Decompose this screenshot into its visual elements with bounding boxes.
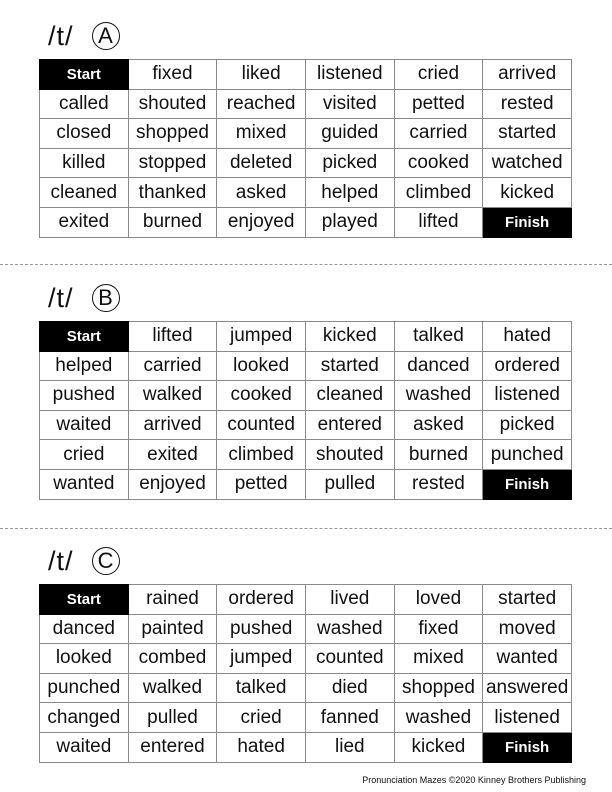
- word-cell: deleted: [217, 148, 306, 178]
- maze-grid: [39, 59, 572, 238]
- word-cell: thanked: [128, 178, 217, 208]
- word-cell: pulled: [128, 703, 217, 733]
- word-cell: rested: [394, 469, 483, 499]
- word-cell: exited: [128, 440, 217, 470]
- word-cell: entered: [128, 732, 217, 762]
- word-cell: lived: [305, 585, 394, 615]
- word-cell: cried: [394, 60, 483, 90]
- maze-grid: [39, 584, 572, 763]
- word-cell: fixed: [394, 614, 483, 644]
- word-cell: died: [305, 673, 394, 703]
- start-cell: Start: [40, 60, 129, 90]
- dashed-divider: [0, 528, 612, 529]
- word-cell: jumped: [217, 644, 306, 674]
- word-cell: petted: [217, 469, 306, 499]
- finish-cell: Finish: [483, 469, 572, 499]
- maze-row: [40, 322, 572, 352]
- word-cell: closed: [40, 119, 129, 149]
- maze-letter-badge: C: [92, 547, 120, 575]
- word-cell: counted: [217, 410, 306, 440]
- word-cell: walked: [128, 381, 217, 411]
- sound-label: /t/: [48, 282, 74, 313]
- word-cell: shouted: [305, 440, 394, 470]
- maze-grid: [39, 321, 572, 500]
- word-cell: walked: [128, 673, 217, 703]
- word-cell: shopped: [394, 673, 483, 703]
- word-cell: answered: [483, 673, 572, 703]
- word-cell: kicked: [394, 732, 483, 762]
- word-cell: listened: [305, 60, 394, 90]
- maze-letter-badge: B: [92, 284, 120, 312]
- word-cell: moved: [483, 614, 572, 644]
- maze-row: [40, 178, 572, 208]
- word-cell: counted: [305, 644, 394, 674]
- word-cell: started: [483, 119, 572, 149]
- word-cell: mixed: [217, 119, 306, 149]
- word-cell: looked: [217, 351, 306, 381]
- word-cell: entered: [305, 410, 394, 440]
- word-cell: started: [483, 585, 572, 615]
- word-cell: washed: [394, 381, 483, 411]
- start-cell: Start: [40, 585, 129, 615]
- word-cell: changed: [40, 703, 129, 733]
- maze-heading: [48, 282, 120, 314]
- word-cell: talked: [394, 322, 483, 352]
- word-cell: wanted: [483, 644, 572, 674]
- word-cell: guided: [305, 119, 394, 149]
- word-cell: lifted: [128, 322, 217, 352]
- maze-letter-badge: A: [92, 22, 120, 50]
- maze-row: [40, 440, 572, 470]
- word-cell: hated: [483, 322, 572, 352]
- word-cell: cooked: [217, 381, 306, 411]
- word-cell: looked: [40, 644, 129, 674]
- word-cell: wanted: [40, 469, 129, 499]
- word-cell: cried: [217, 703, 306, 733]
- word-cell: helped: [40, 351, 129, 381]
- word-cell: cleaned: [40, 178, 129, 208]
- word-cell: washed: [394, 703, 483, 733]
- word-cell: ordered: [483, 351, 572, 381]
- maze-row: [40, 614, 572, 644]
- word-cell: cleaned: [305, 381, 394, 411]
- word-cell: visited: [305, 89, 394, 119]
- word-cell: lied: [305, 732, 394, 762]
- word-cell: waited: [40, 732, 129, 762]
- word-cell: helped: [305, 178, 394, 208]
- maze-row: [40, 410, 572, 440]
- word-cell: fixed: [128, 60, 217, 90]
- word-cell: arrived: [483, 60, 572, 90]
- word-cell: rested: [483, 89, 572, 119]
- word-cell: arrived: [128, 410, 217, 440]
- word-cell: called: [40, 89, 129, 119]
- word-cell: killed: [40, 148, 129, 178]
- maze-row: [40, 119, 572, 149]
- maze-row: [40, 469, 572, 499]
- maze-row: [40, 732, 572, 762]
- word-cell: carried: [128, 351, 217, 381]
- word-cell: shopped: [128, 119, 217, 149]
- word-cell: carried: [394, 119, 483, 149]
- word-cell: fanned: [305, 703, 394, 733]
- maze-row: [40, 207, 572, 237]
- word-cell: asked: [394, 410, 483, 440]
- sound-label: /t/: [48, 545, 74, 576]
- maze-row: [40, 673, 572, 703]
- word-cell: burned: [128, 207, 217, 237]
- word-cell: petted: [394, 89, 483, 119]
- word-cell: kicked: [483, 178, 572, 208]
- word-cell: watched: [483, 148, 572, 178]
- maze-row: [40, 703, 572, 733]
- word-cell: played: [305, 207, 394, 237]
- word-cell: jumped: [217, 322, 306, 352]
- word-cell: punched: [483, 440, 572, 470]
- word-cell: reached: [217, 89, 306, 119]
- maze-row: [40, 148, 572, 178]
- word-cell: danced: [394, 351, 483, 381]
- maze-row: [40, 60, 572, 90]
- maze-row: [40, 351, 572, 381]
- sound-label: /t/: [48, 20, 74, 51]
- word-cell: listened: [483, 381, 572, 411]
- word-cell: kicked: [305, 322, 394, 352]
- finish-cell: Finish: [483, 207, 572, 237]
- word-cell: pushed: [40, 381, 129, 411]
- word-cell: started: [305, 351, 394, 381]
- word-cell: picked: [305, 148, 394, 178]
- word-cell: mixed: [394, 644, 483, 674]
- maze-row: [40, 644, 572, 674]
- word-cell: burned: [394, 440, 483, 470]
- maze-heading: [48, 545, 120, 577]
- word-cell: exited: [40, 207, 129, 237]
- word-cell: hated: [217, 732, 306, 762]
- start-cell: Start: [40, 322, 129, 352]
- word-cell: combed: [128, 644, 217, 674]
- word-cell: waited: [40, 410, 129, 440]
- word-cell: ordered: [217, 585, 306, 615]
- word-cell: pushed: [217, 614, 306, 644]
- maze-row: [40, 585, 572, 615]
- word-cell: cried: [40, 440, 129, 470]
- maze-row: [40, 381, 572, 411]
- word-cell: stopped: [128, 148, 217, 178]
- word-cell: lifted: [394, 207, 483, 237]
- word-cell: cooked: [394, 148, 483, 178]
- word-cell: climbed: [394, 178, 483, 208]
- word-cell: pulled: [305, 469, 394, 499]
- copyright-footer: Pronunciation Mazes ©2020 Kinney Brothers Publishing: [362, 775, 586, 785]
- word-cell: picked: [483, 410, 572, 440]
- dashed-divider: [0, 264, 612, 265]
- word-cell: rained: [128, 585, 217, 615]
- word-cell: listened: [483, 703, 572, 733]
- word-cell: climbed: [217, 440, 306, 470]
- word-cell: asked: [217, 178, 306, 208]
- word-cell: talked: [217, 673, 306, 703]
- word-cell: enjoyed: [217, 207, 306, 237]
- word-cell: punched: [40, 673, 129, 703]
- word-cell: painted: [128, 614, 217, 644]
- maze-row: [40, 89, 572, 119]
- word-cell: liked: [217, 60, 306, 90]
- word-cell: loved: [394, 585, 483, 615]
- finish-cell: Finish: [483, 732, 572, 762]
- maze-heading: [48, 20, 120, 52]
- word-cell: enjoyed: [128, 469, 217, 499]
- word-cell: washed: [305, 614, 394, 644]
- word-cell: shouted: [128, 89, 217, 119]
- word-cell: danced: [40, 614, 129, 644]
